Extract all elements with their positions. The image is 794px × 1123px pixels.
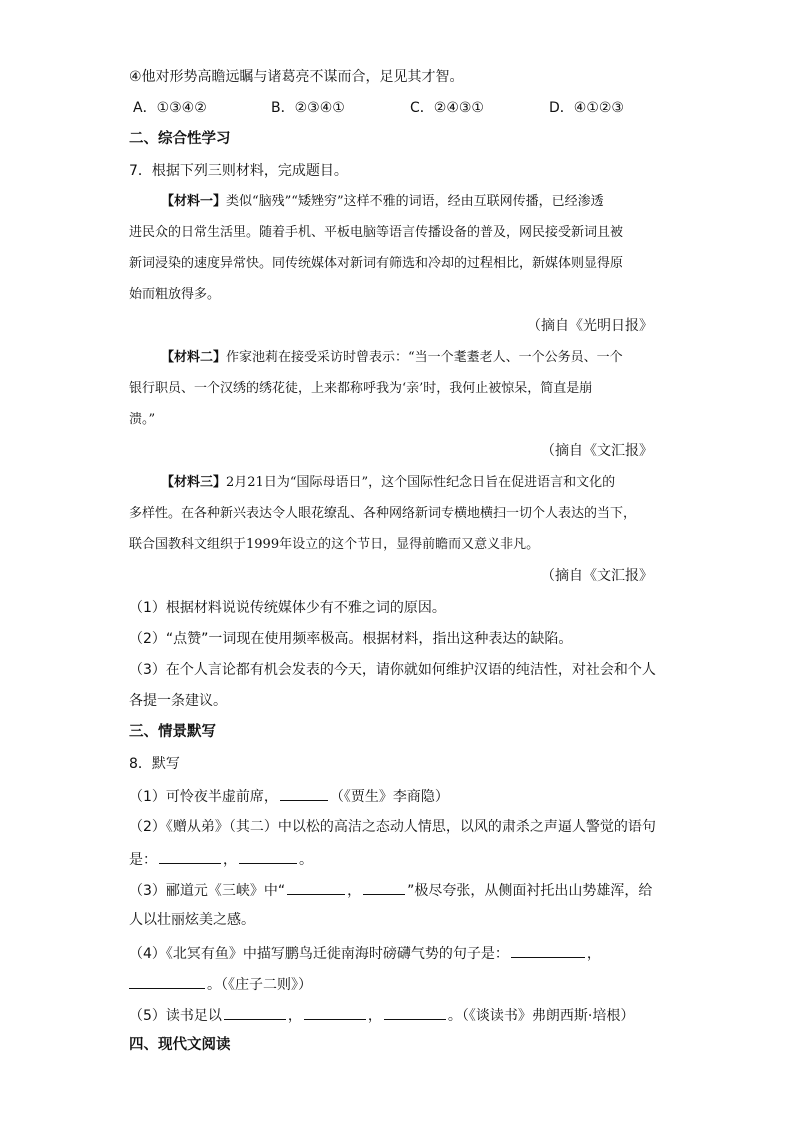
q8-item-1 (129, 785, 449, 807)
option-value: ④①②③ (573, 100, 624, 116)
answer-blank[interactable] (287, 879, 345, 895)
material-2-line: 银行职员、一个汉绣的绣花徒，上来都称呼我为‘亲’时，我何止被惊呆，简直是崩 (129, 381, 593, 396)
q8-1-text: （1）可怜夜半虚前席， (129, 789, 278, 805)
material-2-source: （摘自《文汇报》 (541, 443, 653, 459)
q6-options (133, 98, 653, 118)
comma: ， (287, 1008, 302, 1024)
q8-5-source: 。（《谈读书》弗朗西斯·培根） (447, 1008, 635, 1024)
option-key: B． (271, 100, 295, 116)
q8-3-text-b: ”极尽夸张，从侧面衬托出山势雄浑，给 (407, 883, 653, 899)
q8-item-5 (129, 1004, 634, 1026)
section-3-heading: 三、情景默写 (129, 724, 216, 740)
material-1-text: 类似“脑残”“矮矬穷”这样不雅的词语，经由互联网传播，已经渗透 (226, 194, 604, 209)
q8-item-3 (129, 879, 652, 901)
option-d[interactable] (549, 98, 624, 118)
option-value: ②④③① (433, 100, 484, 116)
q8-2-text: 是： (129, 852, 157, 868)
q8-item-4 (129, 942, 601, 964)
answer-blank[interactable] (511, 942, 585, 958)
material-2-label: 【材料二】 (161, 350, 227, 365)
answer-blank[interactable] (280, 785, 328, 801)
section-2-heading: 二、综合性学习 (129, 131, 231, 147)
option-value: ①③④② (156, 100, 207, 116)
material-3-text: 2月21日为“国际母语日”，这个国际性纪念日旨在促进语言和文化的 (226, 475, 616, 490)
q8-item-4-cont (129, 973, 312, 995)
q8-stem: 8．默写 (129, 756, 180, 772)
q6-statement-4: ④他对形势高瞻远瞩与诸葛亮不谋而合，足见其才智。 (129, 69, 464, 85)
material-3-label: 【材料三】 (161, 475, 227, 490)
answer-blank[interactable] (224, 1004, 286, 1020)
q7-sub-1: （1）根据材料说说传统媒体少有不雅之词的原因。 (129, 600, 446, 616)
material-1-line: 新词浸染的速度异常快。同传统媒体对新词有筛选和冷却的过程相比，新媒体则显得原 (129, 256, 624, 271)
q8-item-3-cont: 人以壮丽炫美之感。 (129, 912, 255, 928)
answer-blank[interactable] (239, 848, 297, 864)
option-key: C． (410, 100, 434, 116)
comma: ， (367, 1008, 382, 1024)
material-3-line: 联合国教科文组织于1999年设立的这个节日，显得前瞻而又意义非凡。 (129, 537, 540, 552)
answer-blank[interactable] (129, 973, 205, 989)
q8-item-2-cont (129, 848, 313, 870)
answer-blank[interactable] (384, 1004, 446, 1020)
answer-blank[interactable] (304, 1004, 366, 1020)
material-2-text: 作家池莉在接受采访时曾表示：“当一个耄耋老人、一个公务员、一个 (226, 350, 623, 365)
comma: ， (586, 946, 601, 962)
option-value: ②③④① (294, 100, 345, 116)
option-a[interactable] (133, 98, 207, 118)
option-c[interactable] (410, 98, 484, 118)
q8-5-text: （5）读书足以 (129, 1008, 222, 1024)
q7-sub-3-cont: 各提一条建议。 (129, 693, 227, 709)
q8-4-source: 。（《庄子二则》） (207, 977, 312, 993)
material-3-line (161, 473, 615, 493)
material-1-label: 【材料一】 (161, 194, 227, 209)
option-key: D． (549, 100, 574, 116)
material-3-source: （摘自《文汇报》 (541, 568, 653, 584)
q8-item-2: （2）《赠从弟》（其二）中以松的高洁之态动人情思，以风的肃杀之声逼人警觉的语句 (129, 819, 656, 835)
comma: ， (223, 852, 237, 868)
answer-blank[interactable] (363, 879, 405, 895)
option-b[interactable] (271, 98, 345, 118)
q8-3-text: （3）郦道元《三峡》中“ (129, 883, 286, 899)
material-1-line: 进民众的日常生活里。随着手机、平板电脑等语言传播设备的普及，网民接受新词且被 (129, 225, 624, 240)
option-key: A． (133, 100, 157, 116)
period: 。 (299, 852, 313, 868)
q7-stem: 7．根据下列三则材料，完成题目。 (129, 163, 348, 179)
material-2-line: 溃。” (129, 412, 156, 427)
material-1-line (161, 192, 604, 212)
material-1-line: 始而粗放得多。 (129, 287, 221, 302)
material-2-line (161, 348, 623, 368)
q8-1-source: （《贾生》李商隐） (329, 789, 449, 805)
q7-sub-2: （2）“点赞”一词现在使用频率极高。根据材料，指出这种表达的缺陷。 (129, 631, 573, 647)
q8-4-text: （4）《北冥有鱼》中描写鹏鸟迁徙南海时磅礴气势的句子是： (129, 946, 509, 962)
q7-sub-3: （3）在个人言论都有机会发表的今天，请你就如何维护汉语的纯洁性，对社会和个人 (129, 662, 656, 678)
material-3-line: 多样性。在各种新兴表达令人眼花缭乱、各种网络新词专横地横扫一切个人表达的当下， (129, 506, 637, 521)
comma: ， (347, 883, 362, 899)
section-4-heading: 四、现代文阅读 (129, 1037, 231, 1053)
answer-blank[interactable] (159, 848, 221, 864)
material-1-source: （摘自《光明日报》 (527, 318, 653, 334)
